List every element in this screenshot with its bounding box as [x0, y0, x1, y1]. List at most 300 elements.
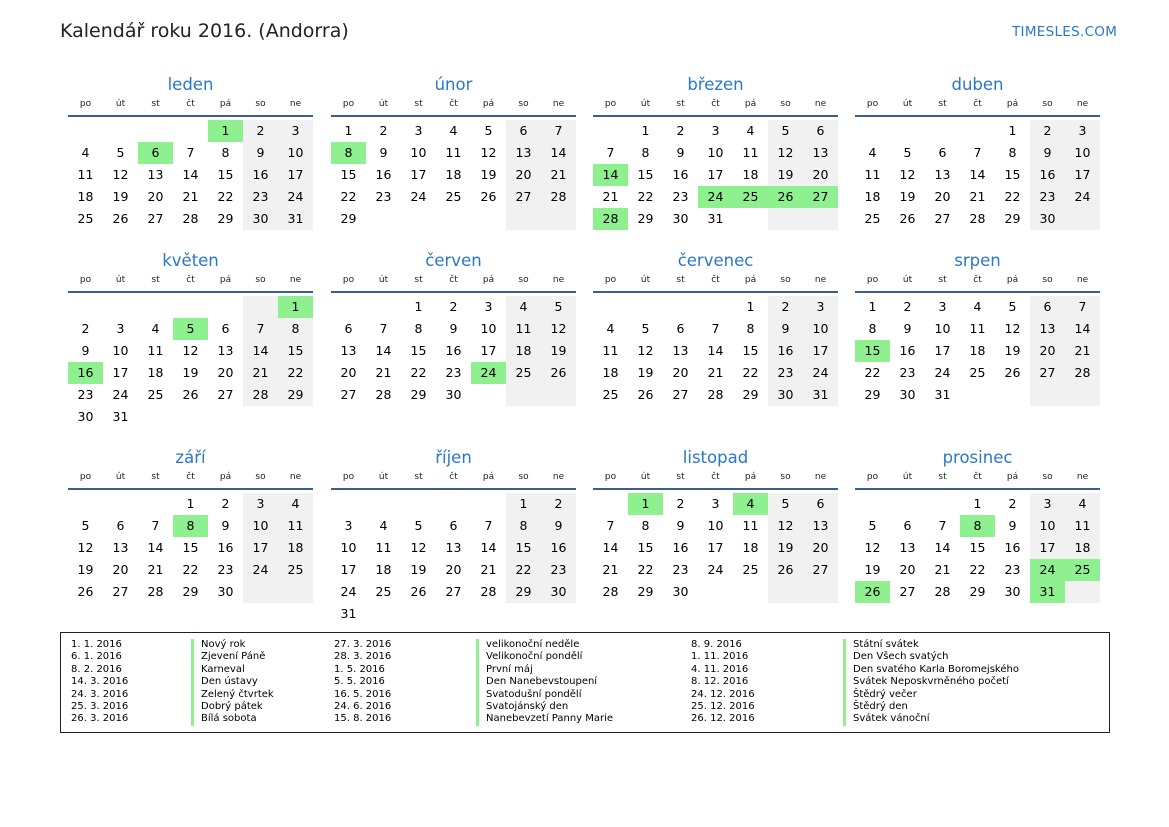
day-cell: 24 — [410, 189, 427, 204]
day-cell: 16 — [777, 343, 794, 358]
holiday-day-cell: 4 — [733, 493, 768, 515]
weekday-label: pá — [744, 275, 757, 285]
day-cell: 31 — [934, 387, 951, 402]
weekday-label: so — [518, 99, 529, 109]
day-cell: 9 — [221, 518, 230, 533]
weekday-header — [855, 99, 1100, 113]
day-cell: 3 — [711, 123, 720, 138]
day-cell: 12 — [112, 167, 129, 182]
weekday-label: ne — [1076, 472, 1089, 482]
day-cell: 28 — [147, 584, 164, 599]
weekday-label: pá — [1006, 99, 1019, 109]
day-grid — [331, 296, 576, 436]
day-cell: 12 — [550, 321, 567, 336]
weekday-header — [68, 472, 313, 486]
weekday-label: ne — [814, 99, 827, 109]
day-cell: 14 — [934, 540, 951, 555]
month-8 — [855, 251, 1100, 436]
day-cell: 20 — [899, 562, 916, 577]
day-cell: 23 — [550, 562, 567, 577]
day-cell: 8 — [221, 145, 230, 160]
day-cell: 5 — [81, 518, 90, 533]
month-divider — [68, 488, 313, 490]
month-divider — [855, 488, 1100, 490]
day-cell: 3 — [116, 321, 125, 336]
day-cell: 15 — [969, 540, 986, 555]
day-cell: 23 — [777, 365, 794, 380]
holiday-day-cell: 8 — [331, 142, 366, 164]
month-name: leden — [167, 75, 214, 94]
day-cell: 8 — [868, 321, 877, 336]
day-cell: 27 — [1039, 365, 1056, 380]
day-cell: 11 — [864, 167, 881, 182]
day-cell: 19 — [550, 343, 567, 358]
weekday-label: čt — [186, 99, 195, 109]
day-cell: 22 — [217, 189, 234, 204]
day-cell: 14 — [1074, 321, 1091, 336]
day-cell: 26 — [1004, 365, 1021, 380]
day-cell: 7 — [256, 321, 265, 336]
day-cell: 7 — [554, 123, 563, 138]
day-cell: 23 — [1039, 189, 1056, 204]
day-cell: 6 — [1043, 299, 1052, 314]
day-cell: 28 — [969, 211, 986, 226]
day-cell: 16 — [375, 167, 392, 182]
day-cell: 13 — [147, 167, 164, 182]
day-cell: 15 — [637, 540, 654, 555]
day-cell: 25 — [602, 387, 619, 402]
holiday-date: 5. 5. 2016 — [334, 676, 385, 688]
weekday-label: po — [342, 99, 355, 109]
holiday-name: Zjevení Páně — [201, 651, 266, 663]
holiday-day-cell: 28 — [593, 208, 628, 230]
day-cell: 18 — [445, 167, 462, 182]
holiday-date: 25. 3. 2016 — [71, 701, 129, 713]
day-cell: 27 — [217, 387, 234, 402]
holiday-name: Zelený čtvrtek — [201, 688, 274, 700]
page-title: Kalendář roku 2016. (Andorra) — [60, 20, 349, 42]
day-cell: 27 — [899, 584, 916, 599]
day-cell: 27 — [934, 211, 951, 226]
day-cell: 23 — [899, 365, 916, 380]
holiday-name: Svatodušní pondělí — [486, 688, 582, 700]
weekday-label: po — [604, 472, 617, 482]
day-cell: 21 — [934, 562, 951, 577]
day-cell: 7 — [484, 518, 493, 533]
holiday-name: Státní svátek — [853, 639, 919, 650]
day-cell: 1 — [519, 496, 528, 511]
day-cell: 18 — [147, 365, 164, 380]
month-5 — [68, 251, 313, 436]
day-cell: 30 — [1004, 584, 1021, 599]
holiday-name: Velikonoční pondělí — [486, 651, 583, 663]
day-cell: 9 — [1043, 145, 1052, 160]
day-cell: 23 — [252, 189, 269, 204]
holiday-date: 25. 12. 2016 — [691, 701, 755, 713]
weekday-label: ne — [1076, 99, 1089, 109]
day-cell: 23 — [672, 562, 689, 577]
day-cell: 16 — [1039, 167, 1056, 182]
weekday-header — [593, 99, 838, 113]
day-cell: 23 — [445, 365, 462, 380]
day-cell: 22 — [1004, 189, 1021, 204]
day-cell: 28 — [934, 584, 951, 599]
month-divider — [331, 115, 576, 117]
day-cell: 6 — [221, 321, 230, 336]
day-cell: 10 — [1074, 145, 1091, 160]
day-cell: 19 — [637, 365, 654, 380]
holiday-date: 28. 3. 2016 — [334, 651, 392, 663]
weekday-label: ne — [289, 472, 302, 482]
day-cell: 12 — [899, 167, 916, 182]
weekday-label: so — [1042, 472, 1053, 482]
day-cell: 7 — [606, 145, 615, 160]
weekday-label: po — [342, 275, 355, 285]
day-cell: 1 — [344, 123, 353, 138]
day-cell: 18 — [515, 343, 532, 358]
day-cell: 30 — [217, 584, 234, 599]
holiday-day-cell: 24 — [698, 186, 733, 208]
day-cell: 4 — [1078, 496, 1087, 511]
day-cell: 29 — [637, 211, 654, 226]
day-cell: 5 — [781, 123, 790, 138]
weekday-label: so — [780, 275, 791, 285]
day-cell: 27 — [672, 387, 689, 402]
day-cell: 12 — [864, 540, 881, 555]
day-cell: 29 — [217, 211, 234, 226]
day-cell: 7 — [151, 518, 160, 533]
month-name: červen — [425, 251, 482, 270]
day-cell: 16 — [672, 167, 689, 182]
holiday-date: 8. 2. 2016 — [71, 663, 122, 675]
day-cell: 17 — [410, 167, 427, 182]
day-cell: 14 — [707, 343, 724, 358]
month-divider — [331, 488, 576, 490]
day-cell: 3 — [484, 299, 493, 314]
holiday-date: 24. 12. 2016 — [691, 688, 755, 700]
day-cell: 18 — [742, 167, 759, 182]
holiday-day-cell: 15 — [855, 340, 890, 362]
weekday-label: po — [79, 99, 92, 109]
weekday-label: so — [255, 472, 266, 482]
weekday-label: so — [1042, 275, 1053, 285]
month-divider — [855, 115, 1100, 117]
month-1 — [68, 75, 313, 260]
holiday-date: 26. 3. 2016 — [71, 713, 129, 725]
day-cell: 6 — [938, 145, 947, 160]
weekday-label: st — [151, 472, 160, 482]
day-cell: 5 — [781, 496, 790, 511]
weekday-label: st — [151, 275, 160, 285]
weekday-label: čt — [711, 472, 720, 482]
day-cell: 12 — [777, 518, 794, 533]
month-6 — [331, 251, 576, 436]
day-cell: 21 — [480, 562, 497, 577]
day-cell: 9 — [256, 145, 265, 160]
day-cell: 15 — [515, 540, 532, 555]
day-cell: 31 — [340, 606, 357, 621]
day-cell: 5 — [116, 145, 125, 160]
day-cell: 15 — [742, 343, 759, 358]
day-cell: 29 — [287, 387, 304, 402]
day-cell: 1 — [186, 496, 195, 511]
weekday-label: ne — [814, 275, 827, 285]
holiday-name: Nový rok — [201, 639, 246, 650]
day-cell: 6 — [816, 496, 825, 511]
day-cell: 13 — [112, 540, 129, 555]
weekday-label: so — [1042, 99, 1053, 109]
weekday-label: čt — [186, 275, 195, 285]
holiday-date: 14. 3. 2016 — [71, 676, 129, 688]
holiday-day-cell: 14 — [593, 164, 628, 186]
weekday-label: po — [604, 99, 617, 109]
day-cell: 1 — [973, 496, 982, 511]
day-cell: 8 — [746, 321, 755, 336]
day-grid — [593, 296, 838, 436]
day-cell: 7 — [606, 518, 615, 533]
day-cell: 1 — [746, 299, 755, 314]
holiday-name: Karneval — [201, 663, 245, 675]
holiday-date: 4. 11. 2016 — [691, 663, 749, 675]
day-cell: 7 — [379, 321, 388, 336]
day-cell: 2 — [256, 123, 265, 138]
holiday-name: Den Nanebevstoupení — [486, 676, 598, 688]
day-cell: 12 — [1004, 321, 1021, 336]
day-grid — [855, 493, 1100, 633]
day-grid — [855, 296, 1100, 436]
month-3 — [593, 75, 838, 260]
day-cell: 24 — [934, 365, 951, 380]
day-cell: 13 — [934, 167, 951, 182]
weekday-header — [593, 472, 838, 486]
holiday-date: 27. 3. 2016 — [334, 639, 392, 650]
day-cell: 18 — [969, 343, 986, 358]
day-cell: 13 — [812, 145, 829, 160]
day-cell: 5 — [641, 321, 650, 336]
day-cell: 3 — [816, 299, 825, 314]
month-10 — [331, 448, 576, 633]
day-cell: 16 — [445, 343, 462, 358]
weekday-label: pá — [219, 99, 232, 109]
day-cell: 18 — [77, 189, 94, 204]
day-cell: 28 — [1074, 365, 1091, 380]
month-7 — [593, 251, 838, 436]
month-name: červenec — [677, 251, 754, 270]
day-cell: 22 — [410, 365, 427, 380]
day-cell: 22 — [864, 365, 881, 380]
day-cell: 22 — [515, 562, 532, 577]
day-cell: 13 — [672, 343, 689, 358]
day-cell: 29 — [969, 584, 986, 599]
day-cell: 22 — [182, 562, 199, 577]
day-cell: 12 — [777, 145, 794, 160]
day-cell: 2 — [781, 299, 790, 314]
day-cell: 19 — [777, 167, 794, 182]
month-divider — [593, 115, 838, 117]
day-cell: 30 — [77, 409, 94, 424]
day-cell: 1 — [414, 299, 423, 314]
day-cell: 8 — [291, 321, 300, 336]
holiday-date: 8. 9. 2016 — [691, 639, 742, 650]
day-cell: 16 — [672, 540, 689, 555]
day-cell: 11 — [515, 321, 532, 336]
day-cell: 16 — [217, 540, 234, 555]
holiday-date: 24. 3. 2016 — [71, 688, 129, 700]
day-cell: 19 — [182, 365, 199, 380]
weekday-label: po — [79, 472, 92, 482]
day-cell: 20 — [340, 365, 357, 380]
day-cell: 7 — [973, 145, 982, 160]
day-cell: 19 — [112, 189, 129, 204]
weekday-label: st — [414, 275, 423, 285]
weekday-label: pá — [219, 275, 232, 285]
day-cell: 27 — [515, 189, 532, 204]
day-cell: 11 — [742, 518, 759, 533]
weekday-label: út — [902, 99, 913, 109]
weekday-label: po — [866, 275, 879, 285]
day-grid — [855, 120, 1100, 260]
weekday-label: pá — [744, 99, 757, 109]
holiday-day-cell: 26 — [768, 186, 803, 208]
day-cell: 10 — [112, 343, 129, 358]
day-cell: 29 — [864, 387, 881, 402]
weekday-label: so — [780, 472, 791, 482]
holiday-day-cell: 26 — [855, 581, 890, 603]
day-cell: 8 — [641, 145, 650, 160]
day-cell: 20 — [812, 167, 829, 182]
weekday-label: st — [676, 99, 685, 109]
day-cell: 8 — [519, 518, 528, 533]
day-cell: 12 — [77, 540, 94, 555]
day-cell: 5 — [484, 123, 493, 138]
day-cell: 18 — [602, 365, 619, 380]
day-cell: 26 — [480, 189, 497, 204]
day-cell: 21 — [1074, 343, 1091, 358]
day-cell: 14 — [147, 540, 164, 555]
day-cell: 10 — [707, 145, 724, 160]
day-cell: 24 — [812, 365, 829, 380]
day-cell: 4 — [973, 299, 982, 314]
day-cell: 4 — [868, 145, 877, 160]
day-cell: 2 — [1008, 496, 1017, 511]
day-cell: 25 — [742, 562, 759, 577]
day-cell: 4 — [606, 321, 615, 336]
day-cell: 12 — [637, 343, 654, 358]
weekday-label: ne — [289, 275, 302, 285]
day-cell: 27 — [812, 562, 829, 577]
weekday-label: ne — [1076, 275, 1089, 285]
day-cell: 25 — [287, 562, 304, 577]
weekday-label: so — [518, 472, 529, 482]
day-cell: 2 — [676, 496, 685, 511]
day-cell: 26 — [112, 211, 129, 226]
weekday-label: po — [866, 99, 879, 109]
day-cell: 13 — [515, 145, 532, 160]
weekday-label: st — [676, 472, 685, 482]
day-cell: 15 — [1004, 167, 1021, 182]
weekday-label: po — [342, 472, 355, 482]
month-name: duben — [951, 75, 1004, 94]
day-cell: 21 — [182, 189, 199, 204]
holiday-dates-column — [71, 639, 128, 726]
month-name: září — [175, 448, 206, 467]
day-cell: 29 — [340, 211, 357, 226]
day-cell: 1 — [1008, 123, 1017, 138]
weekday-header — [855, 472, 1100, 486]
holiday-date: 24. 6. 2016 — [334, 701, 392, 713]
holiday-date: 1. 5. 2016 — [334, 663, 385, 675]
day-cell: 3 — [1043, 496, 1052, 511]
holiday-name: Nanebevzetí Panny Marie — [486, 713, 614, 725]
day-cell: 2 — [903, 299, 912, 314]
day-cell: 3 — [414, 123, 423, 138]
day-cell: 19 — [480, 167, 497, 182]
day-cell: 30 — [445, 387, 462, 402]
holiday-name: Den svatého Karla Boromejského — [853, 663, 1019, 675]
weekday-label: st — [938, 99, 947, 109]
day-cell: 30 — [550, 584, 567, 599]
weekday-label: po — [79, 275, 92, 285]
day-cell: 6 — [344, 321, 353, 336]
weekday-label: čt — [186, 472, 195, 482]
day-cell: 25 — [445, 189, 462, 204]
day-cell: 21 — [707, 365, 724, 380]
site-link[interactable]: TIMESLES.COM — [1012, 24, 1118, 40]
day-cell: 25 — [147, 387, 164, 402]
weekday-label: st — [414, 472, 423, 482]
day-cell: 25 — [864, 211, 881, 226]
holiday-names-column — [476, 639, 613, 726]
day-cell: 14 — [480, 540, 497, 555]
day-cell: 19 — [77, 562, 94, 577]
weekday-label: čt — [449, 472, 458, 482]
day-cell: 23 — [1004, 562, 1021, 577]
day-cell: 15 — [410, 343, 427, 358]
day-cell: 11 — [1074, 518, 1091, 533]
day-cell: 30 — [1039, 211, 1056, 226]
day-cell: 20 — [112, 562, 129, 577]
day-cell: 20 — [1039, 343, 1056, 358]
weekday-label: út — [640, 275, 651, 285]
day-cell: 27 — [340, 387, 357, 402]
day-cell: 7 — [186, 145, 195, 160]
day-cell: 29 — [410, 387, 427, 402]
day-cell: 29 — [637, 584, 654, 599]
day-cell: 16 — [252, 167, 269, 182]
day-cell: 15 — [340, 167, 357, 182]
day-cell: 10 — [480, 321, 497, 336]
holiday-dates-column — [334, 639, 391, 726]
holiday-day-cell: 1 — [628, 493, 663, 515]
day-cell: 14 — [550, 145, 567, 160]
day-cell: 23 — [77, 387, 94, 402]
weekday-label: so — [518, 275, 529, 285]
day-cell: 8 — [414, 321, 423, 336]
month-name: srpen — [954, 251, 1001, 270]
day-cell: 5 — [868, 518, 877, 533]
month-divider — [331, 291, 576, 293]
holiday-date: 1. 11. 2016 — [691, 651, 749, 663]
holiday-day-cell: 25 — [733, 186, 768, 208]
weekday-label: út — [115, 99, 126, 109]
day-cell: 2 — [221, 496, 230, 511]
holiday-day-cell: 5 — [173, 318, 208, 340]
day-cell: 17 — [252, 540, 269, 555]
day-cell: 6 — [116, 518, 125, 533]
month-divider — [593, 488, 838, 490]
day-cell: 27 — [147, 211, 164, 226]
weekday-label: ne — [552, 275, 565, 285]
